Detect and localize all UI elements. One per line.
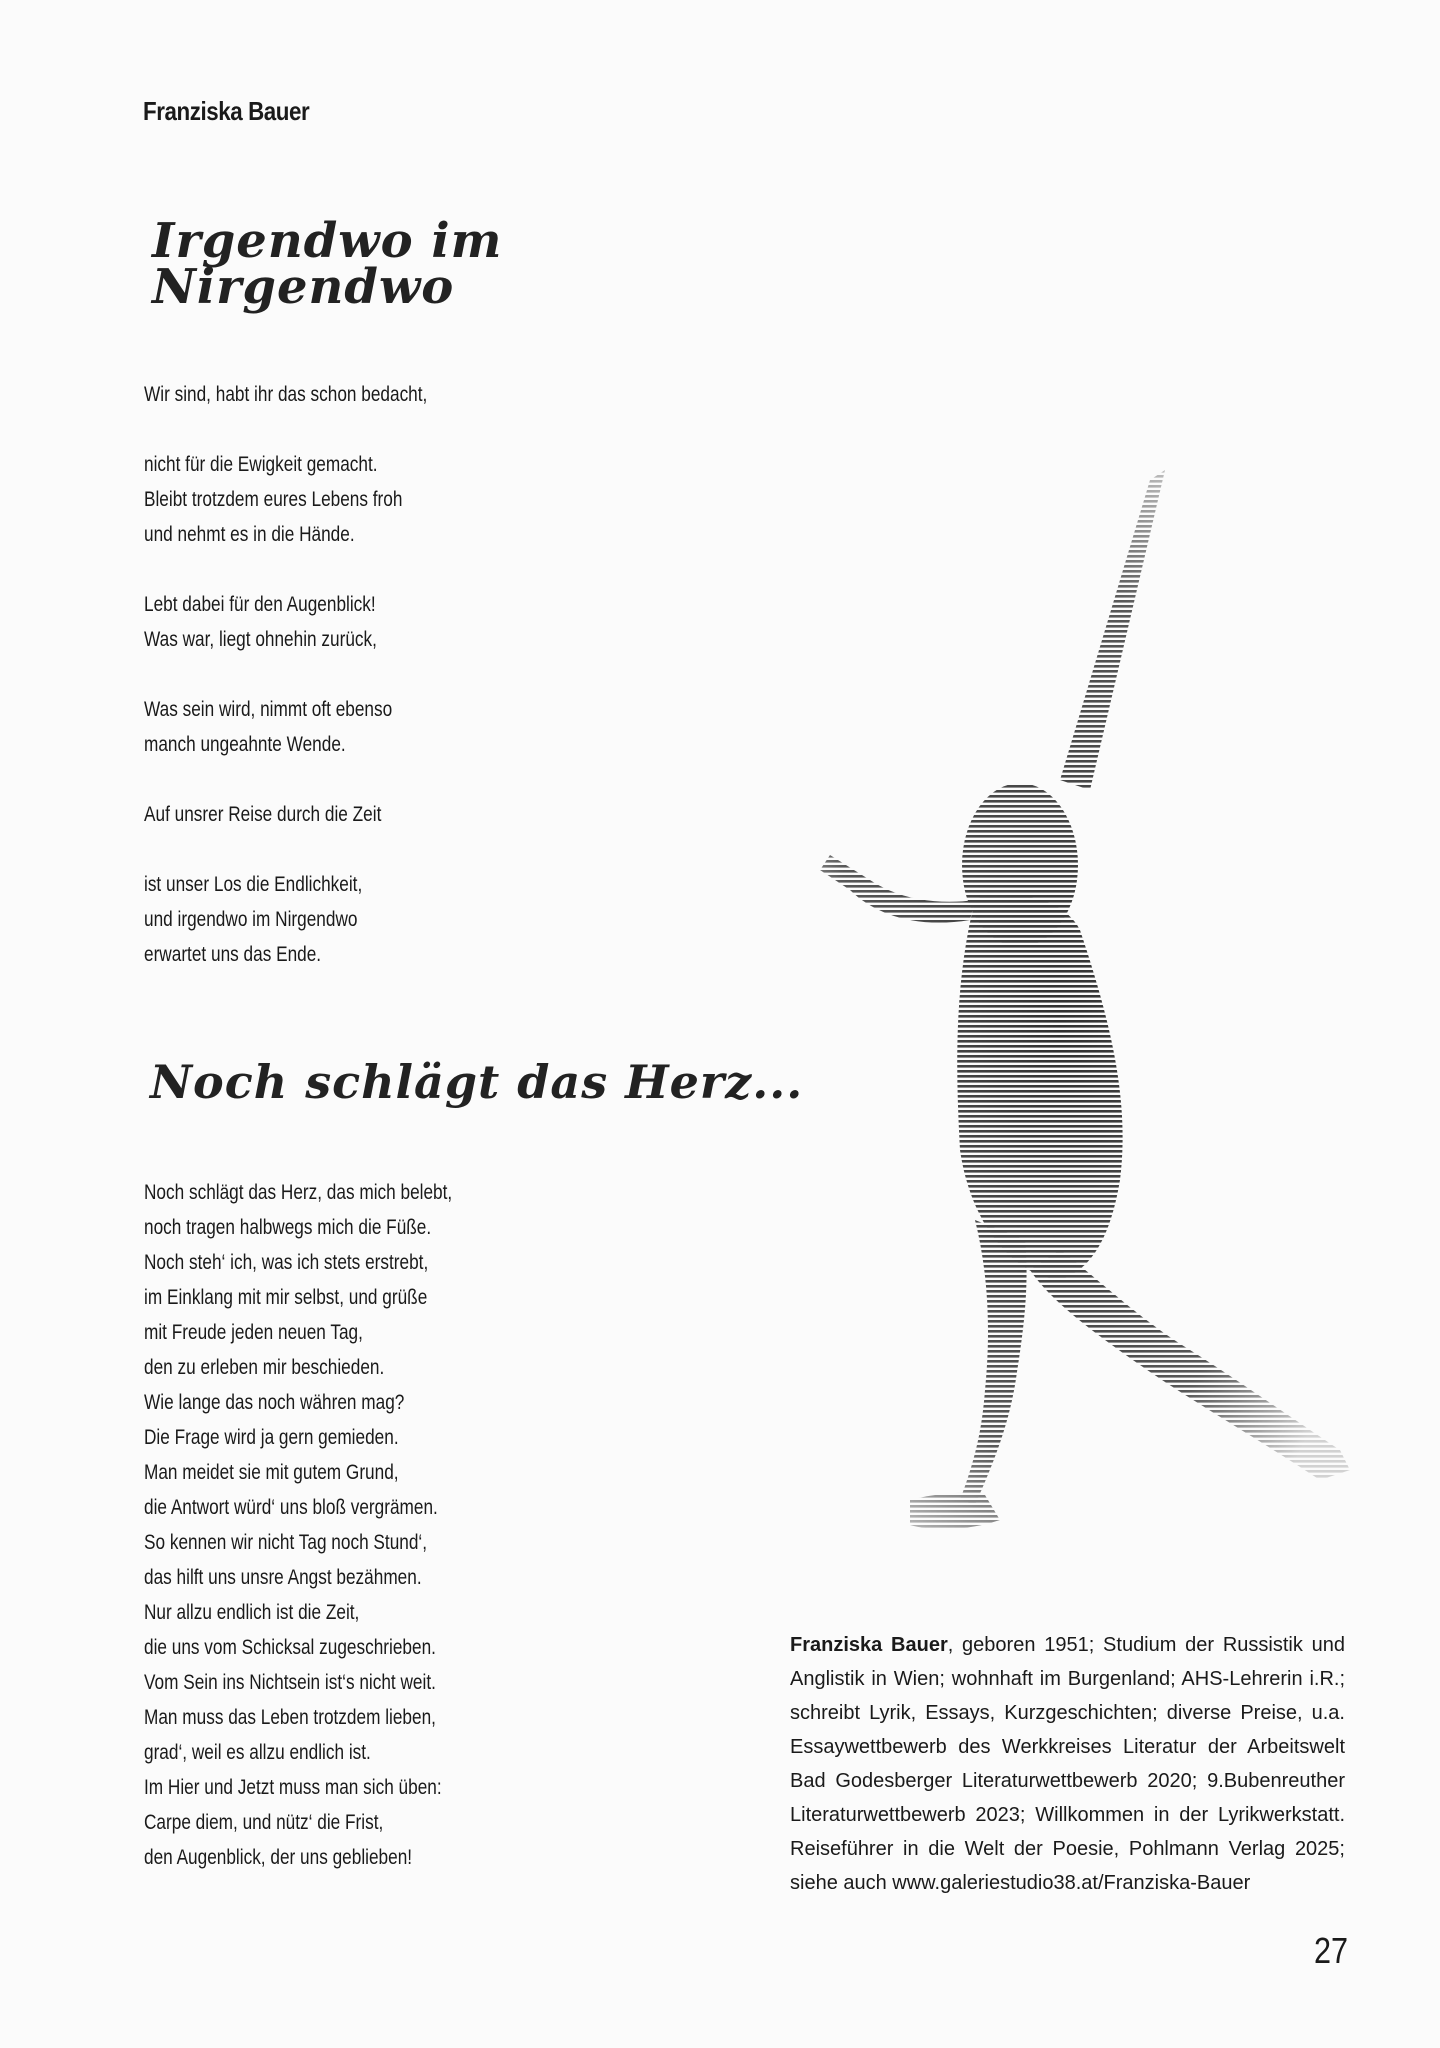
poem-stanza (144, 692, 427, 762)
poem-line: Die Frage wird ja gern gemieden. (144, 1426, 399, 1449)
poem-stanza (144, 1175, 452, 1875)
poem-line: Vom Sein ins Nichtsein ist‘s nicht weit. (144, 1671, 436, 1694)
poem-line: den Augenblick, der uns geblieben! (144, 1846, 413, 1869)
poem-line: Wir sind, habt ihr das schon bedacht, (144, 383, 428, 406)
poem-body-1 (144, 377, 427, 1007)
running-figure-icon (760, 460, 1360, 1590)
author-heading: Franziska Bauer (143, 96, 310, 126)
poem-stanza (144, 797, 427, 832)
poem-line: Was sein wird, nimmt oft ebenso (144, 698, 393, 721)
poem-line: Was war, liegt ohnehin zurück, (144, 628, 377, 651)
poem-line: Man muss das Leben trotzdem lieben, (144, 1706, 436, 1729)
poem-line: nicht für die Ewigkeit gemacht. (144, 453, 378, 476)
poem-line: So kennen wir nicht Tag noch Stund‘, (144, 1531, 428, 1554)
page-number: 27 (1314, 1930, 1349, 1971)
poem-line: und irgendwo im Nirgendwo (144, 908, 358, 931)
poem-line: manch ungeahnte Wende. (144, 733, 346, 756)
poem-line: die Antwort würd‘ uns bloß vergrämen. (144, 1496, 438, 1519)
author-biography (790, 1628, 1345, 1900)
poem-line: grad‘, weil es allzu endlich ist. (144, 1741, 371, 1764)
poem-line: im Einklang mit mir selbst, und grüße (144, 1286, 428, 1309)
poem-stanza (144, 447, 427, 552)
poem-line: Nur allzu endlich ist die Zeit, (144, 1601, 360, 1624)
poem-line: ist unser Los die Endlichkeit, (144, 873, 363, 896)
poem-line: Auf unsrer Reise durch die Zeit (144, 803, 382, 826)
bio-text: , geboren 1951; Studium der Russistik und Anglistik in Wien; wohnhaft im Burgenland; AHS-Lehrerin i.R.; schreibt Lyrik, Essays, Kurzgeschichten; diverse Preise, u.a. Essaywettbewerb des Werkkreises Literatur der Arbeitswelt Bad Godesberger Literaturwettbewerb 2020; 9.Bubenreuther Literaturwettbewerb 2023; Willkommen in der Lyrikwerkstatt. Reiseführer in die Welt der Poesie, Pohlmann Verlag 2025; siehe auch www.galeriestudio38.at/Franziska-Bauer (790, 1634, 1346, 1894)
poem-line: die uns vom Schicksal zugeschrieben. (144, 1636, 436, 1659)
running-figure-illustration (760, 460, 1360, 1590)
poem-title-1: Irgendwo im Nirgendwo (152, 213, 503, 315)
poem-line: den zu erleben mir beschieden. (144, 1356, 385, 1379)
poem-line: und nehmt es in die Hände. (144, 523, 355, 546)
poem-line: Noch steh‘ ich, was ich stets erstrebt, (144, 1251, 429, 1274)
poem-stanza (144, 587, 427, 657)
poem-line: Bleibt trotzdem eures Lebens froh (144, 488, 403, 511)
poem-line: noch tragen halbwegs mich die Füße. (144, 1216, 432, 1239)
poem-stanza (144, 377, 427, 412)
poem-line: erwartet uns das Ende. (144, 943, 322, 966)
poem-title-2: Noch schlägt das Herz... (150, 1055, 804, 1109)
poem-line: Carpe diem, und nütz‘ die Frist, (144, 1811, 384, 1834)
bio-author-name: Franziska Bauer (790, 1634, 948, 1656)
poem-stanza (144, 867, 427, 972)
poem-line: Noch schlägt das Herz, das mich belebt, (144, 1181, 453, 1204)
poem-line: Man meidet sie mit gutem Grund, (144, 1461, 399, 1484)
poem-line: Im Hier und Jetzt muss man sich üben: (144, 1776, 442, 1799)
poem-line: Wie lange das noch währen mag? (144, 1391, 405, 1414)
poem-line: mit Freude jeden neuen Tag, (144, 1321, 363, 1344)
poem-body-2 (144, 1175, 452, 1910)
poem-line: das hilft uns unsre Angst bezähmen. (144, 1566, 422, 1589)
poem-line: Lebt dabei für den Augenblick! (144, 593, 376, 616)
